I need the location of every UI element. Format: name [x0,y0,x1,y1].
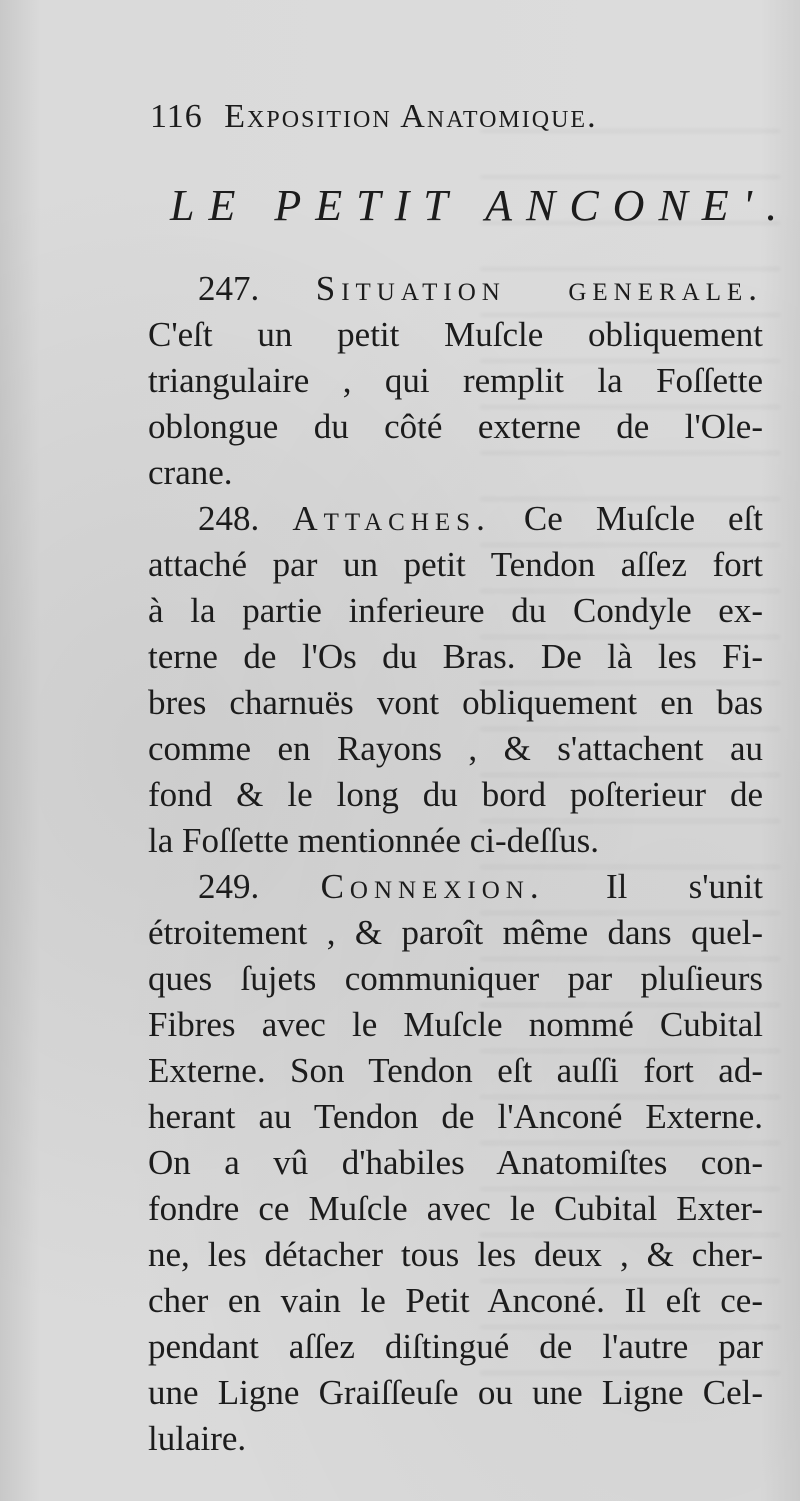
paragraph-heading-line [148,266,763,312]
text-line: Externe. Son Tendon eſt auſſi fort ad- [148,1051,763,1090]
paragraph-heading: Situation generale. [315,269,763,308]
paragraph-number: 248. [198,499,260,538]
text-line: crane. [148,453,233,492]
text-line: attaché par un petit Tendon aſſez fort [148,545,763,584]
text-line: comme en Rayons , & s'attachent au [148,729,763,768]
text-line: fondre ce Muſcle avec le Cubital Exter- [148,1189,763,1228]
text-fragment: Ce Muſcle eſt [523,499,764,538]
paragraph-heading-line [148,864,763,910]
text-line: fond & le long du bord poſterieur de [148,775,763,814]
text-line: triangulaire , qui remplit la Foſſette [148,361,763,400]
text-line: étroitement , & paroît même dans quel- [148,913,763,952]
section-title: LE PETIT ANCONE'. [170,181,792,230]
text-line: lulaire. [148,1419,247,1458]
paragraph-heading-line [148,496,763,542]
text-line: herant au Tendon de l'Anconé Externe. [148,1097,763,1136]
text-line: à la partie inferieure du Condyle ex- [148,591,763,630]
text-fragment: Il s'unit [605,867,764,906]
page-number: 116 [150,98,203,135]
text-line: oblongue du côté externe de l'Ole- [148,407,763,446]
text-line: C'eſt un petit Muſcle obliquement [148,315,763,354]
text-line: cher en vain le Petit Anconé. Il eſt ce- [148,1281,763,1320]
text-line: la Foſſette mentionnée ci-deſſus. [148,821,599,860]
paragraph-heading: Attaches. [292,499,491,538]
text-line: ques ſujets communiquer par pluſieurs [148,959,763,998]
text-line: terne de l'Os du Bras. De là les Fi- [148,637,763,676]
text-line: Fibres avec le Muſcle nommé Cubital [148,1005,763,1044]
text-line: bres charnuës vont obliquement en bas [148,683,763,722]
paragraph-heading: Connexion. [320,867,545,906]
paragraph-number: 249. [198,867,260,906]
running-head [150,98,770,146]
body-text [148,266,763,1462]
text-line: une Ligne Graiſſeuſe ou une Ligne Cel- [148,1373,763,1412]
paragraph-number: 247. [198,269,260,308]
running-title: Exposition Anatomique. [224,98,598,135]
text-line: On a vû d'habiles Anatomiſtes con- [148,1143,763,1182]
text-line: pendant aſſez diſtingué de l'autre par [148,1327,763,1366]
text-line: ne, les détacher tous les deux , & cher- [148,1235,763,1274]
